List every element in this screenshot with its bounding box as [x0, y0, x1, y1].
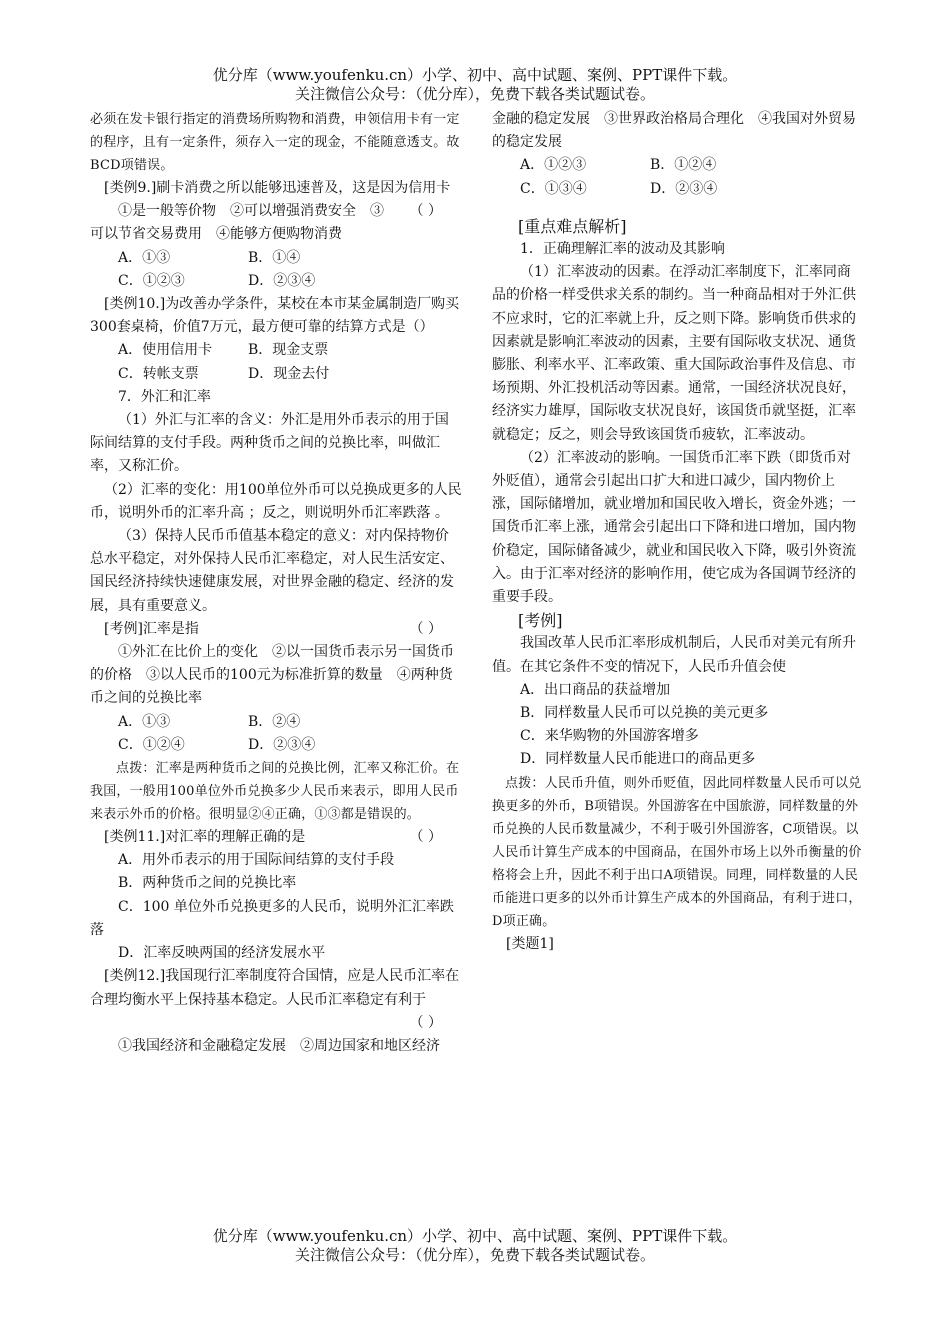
- section-7-title: 7．外汇和汇率: [118, 388, 211, 405]
- options-row: [90, 247, 462, 270]
- option-a: A．使用信用卡: [118, 342, 213, 359]
- option-c: C．①③④: [520, 180, 587, 197]
- kaoli-note: 点拨：人民币升值，则外币贬值，因此同样数量人民币可以兑换更多的外币，B项错误。外国游客在中国旅游，同样数量的外币兑换的人民币数量减少，不利于吸引外国游客，C项错误。以人民币计算生产成本的中国商品，在国外市场上以外币衡量的价格将会上升，因此不利于出口A项错误。同理，同样数量的人民币能进口更多的以外币计算生产成本的外国商品，有利于进口，D项正确。: [492, 775, 862, 929]
- section-heading: [重点难点解析]: [518, 216, 627, 236]
- next-heading: [类题1]: [506, 935, 554, 952]
- option-d: D．②③④: [248, 272, 316, 289]
- options-row: [90, 270, 462, 293]
- example-10-question: [类例10.]为改善办学条件，某校在本市某金属制造厂购买300套桌椅，价值7万元，最方便可靠的结算方式是（）: [90, 296, 460, 336]
- options-row: [90, 711, 462, 734]
- right-column: [492, 108, 862, 956]
- option-a: A．①②③: [520, 157, 587, 174]
- left-column: [90, 108, 462, 1058]
- section-7-para-1: （1）外汇与汇率的含义：外汇是用外币表示的用于国际间结算的支付手段。两种货币之间的兑换比率，叫做汇率，又称汇价。: [90, 412, 449, 475]
- options-row: [90, 363, 462, 386]
- kaoli-heading: [考例]: [518, 611, 563, 631]
- option-c: C．转帐支票: [118, 365, 199, 382]
- section-7-para-2: （2）汇率的变化：用100单位外币可以兑换成更多的人民币，说明外币的汇率升高 ；反之，则说明外币汇率跌落 。: [90, 481, 462, 521]
- option-d: D．现金去付: [248, 365, 330, 382]
- section-7-para-3: （3）保持人民币币值基本稳定的意义：对内保持物价总水平稳定，对外保持人民币汇率稳定，对人民生活安定、国民经济持续快速健康发展，对世界金融的稳定、经济的发展，具有重要意义。: [90, 528, 454, 614]
- options-row: [90, 339, 462, 362]
- example-11-question: [类例11.]对汇率的理解正确的是 （ ）: [90, 826, 462, 849]
- option-d: D．汇率反映两国的经济发展水平: [118, 945, 326, 962]
- option-b: B．①②④: [650, 157, 717, 174]
- option-d: D．②③④: [650, 180, 718, 197]
- option-d: D．同样数量人民币能进口的商品更多: [520, 751, 756, 768]
- answer-paren: （ ）: [409, 203, 442, 220]
- example-9-items: ①是一般等价物 ②可以增强消费安全 ③可以节省交易费用 ④能够方便购物消费: [90, 203, 384, 243]
- page-footer: [0, 1227, 950, 1265]
- kaoli-note: 点拨：汇率是两种货币之间的兑换比例，汇率又称汇价。在我国，一般用100单位外币兑换多少人民币来表示，即用人民币来表示外币的价格。很明显②④正确，①③都是错误的。: [90, 761, 460, 823]
- option-b: B．①④: [248, 249, 301, 266]
- example-9-question: [类例9.]刷卡消费之所以能够迅速普及，这是因为信用卡 （ ）: [90, 177, 462, 200]
- page-header: [0, 66, 950, 104]
- option-a: A．出口商品的获益增加: [520, 681, 671, 698]
- option-b: B．同样数量人民币可以兑换的美元更多: [520, 705, 769, 722]
- point-1-para-b: （2）汇率波动的影响。一国货币汇率下跌（即货币对外贬值），通常会引起出口扩大和进口减少，国内物价上涨，国际储增加，就业增加和国民收入增长，资金外逃；一国货币汇率上涨，通常会引起出口下降和进口增加，国内物价稳定，国际储备减少，就业和国民收入下降，吸引外资流入。由于汇率对经济的影响作用，使它成为各国调节经济的重要手段。: [492, 449, 856, 606]
- option-c: C．①②③: [118, 272, 185, 289]
- footer-line-1: 优分库（www.youfenku.cn）小学、初中、高中试题、案例、PPT课件下载。: [212, 1227, 738, 1245]
- kaoli-items: ①外汇在比价上的变化 ②以一国货币表示另一国货币的价格 ③以人民币的100元为标准折算的数量 ④两种货币之间的兑换比率: [90, 644, 454, 707]
- continued-text: 金融的稳定发展 ③世界政治格局合理化 ④我国对外贸易的稳定发展: [492, 111, 856, 151]
- option-c: C．100 单位外币兑换更多的人民币，说明外汇汇率跌落: [90, 898, 454, 938]
- option-c: C．来华购物的外国游客增多: [520, 728, 699, 745]
- option-d: D．②③④: [248, 736, 316, 753]
- options-row: [492, 178, 862, 201]
- point-1-title: 1．正确理解汇率的波动及其影响: [520, 241, 725, 258]
- intro-text: 必须在发卡银行指定的消费场所购物和消费，申领信用卡有一定的程序，且有一定条件，须存入一定的现金，不能随意透支。故BCD项错误。: [90, 112, 460, 173]
- option-c: C．①②④: [118, 736, 185, 753]
- option-a: A．①③: [118, 249, 171, 266]
- answer-paren: （ ）: [409, 829, 442, 846]
- kaoli-question: [考例]汇率是指 （ ）: [90, 618, 462, 641]
- header-line-1: 优分库（www.youfenku.cn）小学、初中、高中试题、案例、PPT课件下载。: [212, 66, 738, 84]
- example-12-question: [类例12.]我国现行汇率制度符合国情，应是人民币汇率在合理均衡水平上保持基本稳定。人民币汇率稳定有利于: [90, 968, 460, 1008]
- example-12-items: ①我国经济和金融稳定发展 ②周边国家和地区经济: [118, 1037, 440, 1054]
- answer-paren: （ ）: [409, 620, 442, 637]
- header-line-2: 关注微信公众号：（优分库），免费下载各类试题试卷。: [294, 85, 655, 103]
- point-1-para-a: （1）汇率波动的因素。在浮动汇率制度下，汇率同商品的价格一样受供求关系的制约。当一种商品相对于外汇供不应求时，它的汇率就上升，反之则下降。影响货币供求的因素就是影响汇率波动的因素，主要有国际收支状况、通货膨胀、利率水平、汇率政策、重大国际政治事件及信息、市场预期、外汇投机活动等因素。通常，一国经济状况良好，经济实力雄厚，国际收支状况良好，该国货币就坚挺，汇率就稳定；反之，则会导致该国货币疲软，汇率波动。: [492, 264, 856, 443]
- options-row: [492, 154, 862, 177]
- answer-paren: （ ）: [409, 1014, 442, 1031]
- option-b: B．②④: [248, 713, 301, 730]
- footer-line-2: 关注微信公众号：（优分库），免费下载各类试题试卷。: [294, 1246, 655, 1264]
- option-a: A．用外币表示的用于国际间结算的支付手段: [118, 852, 395, 869]
- option-b: B．现金支票: [248, 342, 329, 359]
- option-a: A．①③: [118, 713, 171, 730]
- kaoli-question: 我国改革人民币汇率形成机制后，人民币对美元有所升值。在其它条件不变的情况下，人民币升值会使: [492, 635, 856, 675]
- options-row: [90, 734, 462, 757]
- option-b: B．两种货币之间的兑换比率: [118, 875, 297, 892]
